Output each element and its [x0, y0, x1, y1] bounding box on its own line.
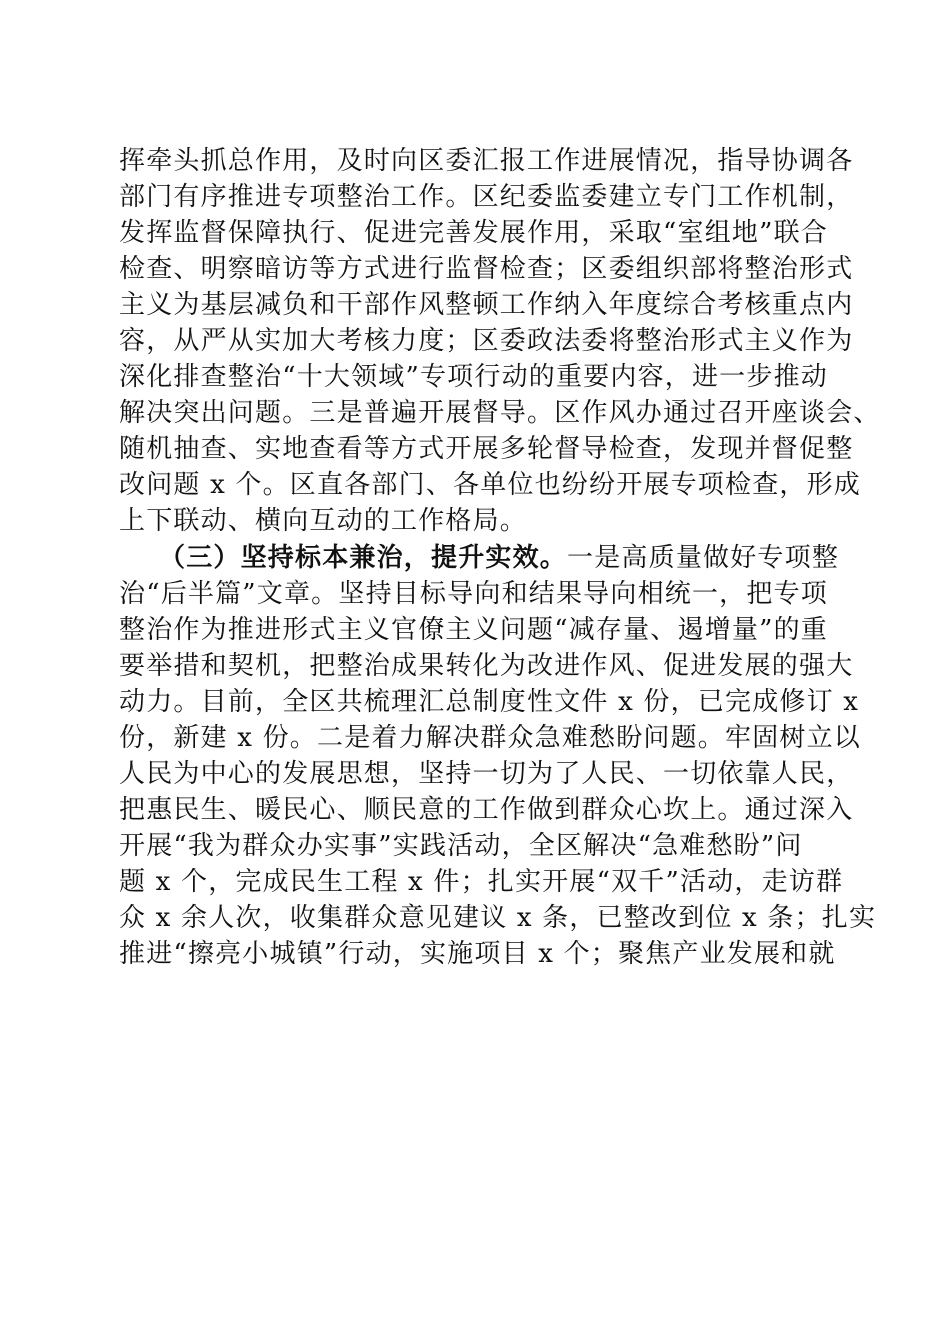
paragraph-2-line-11: 众 x 余人次，收集群众意见建议 x 条，已整改到位 x 条；扎实	[119, 903, 877, 933]
paragraph-1-line-7: 深化排查整治“十大领域”专项行动的重要内容，进一步推动	[119, 362, 828, 392]
paragraph-1-line-10: 改问题 x 个。区直各部门、各单位也纷纷开展专项检查，形成	[119, 470, 861, 500]
paragraph-2-line-4: 要举措和契机，把整治成果转化为改进作风、促进发展的强大	[119, 651, 854, 681]
paragraph-2-line-9: 开展“我为群众办实事”实践活动，全区解决“急难愁盼”问	[119, 831, 803, 861]
paragraph-2-line-5: 动力。目前，全区共梳理汇总制度性文件 x 份，已完成修订 x	[119, 687, 860, 717]
section-heading: （三）坚持标本兼治，提升实效。	[159, 543, 568, 573]
paragraph-1-line-3: 发挥监督保障执行、促进完善发展作用，采取“室组地”联合	[119, 218, 828, 248]
paragraph-2-line-8: 把惠民生、暖民心、顺民意的工作做到群众心坎上。通过深入	[119, 795, 854, 825]
paragraph-2-line-2: 治“后半篇”文章。坚持目标导向和结果导向相统一，把专项	[119, 579, 828, 609]
paragraph-2-line-3: 整治作为推进形式主义官僚主义问题“减存量、遏增量”的重	[119, 615, 828, 645]
paragraph-2-line-12: 推进“擦亮小城镇”行动，实施项目 x 个；聚焦产业发展和就	[119, 939, 836, 969]
paragraph-2-line-6: 份，新建 x 份。二是着力解决群众急难愁盼问题。牢固树立以	[119, 723, 861, 753]
paragraph-1-line-6: 容，从严从实加大考核力度；区委政法委将整治形式主义作为	[119, 326, 854, 356]
paragraph-1-line-2: 部门有序推进专项整治工作。区纪委监委建立专门工作机制，	[119, 182, 854, 212]
paragraph-1-line-9: 随机抽查、实地查看等方式开展多轮督导检查，发现并督促整	[119, 434, 854, 464]
paragraph-2-line-10: 题 x 个，完成民生工程 x 件；扎实开展“双千”活动，走访群	[119, 867, 844, 897]
paragraph-2-first-line-text: 一是高质量做好专项整	[567, 543, 840, 573]
paragraph-1-line-1: 挥牵头抓总作用，及时向区委汇报工作进展情况，指导协调各	[119, 146, 854, 176]
paragraph-1-line-5: 主义为基层减负和干部作风整顿工作纳入年度综合考核重点内	[119, 290, 854, 320]
paragraph-2-line-1	[159, 541, 839, 575]
paragraph-1-line-8: 解决突出问题。三是普遍开展督导。区作风办通过召开座谈会、	[119, 398, 881, 428]
paragraph-1-line-4: 检查、明察暗访等方式进行监督检查；区委组织部将整治形式	[119, 254, 854, 284]
paragraph-2-line-7: 人民为中心的发展思想，坚持一切为了人民、一切依靠人民，	[119, 759, 854, 789]
paragraph-1-line-11: 上下联动、横向互动的工作格局。	[119, 506, 528, 536]
